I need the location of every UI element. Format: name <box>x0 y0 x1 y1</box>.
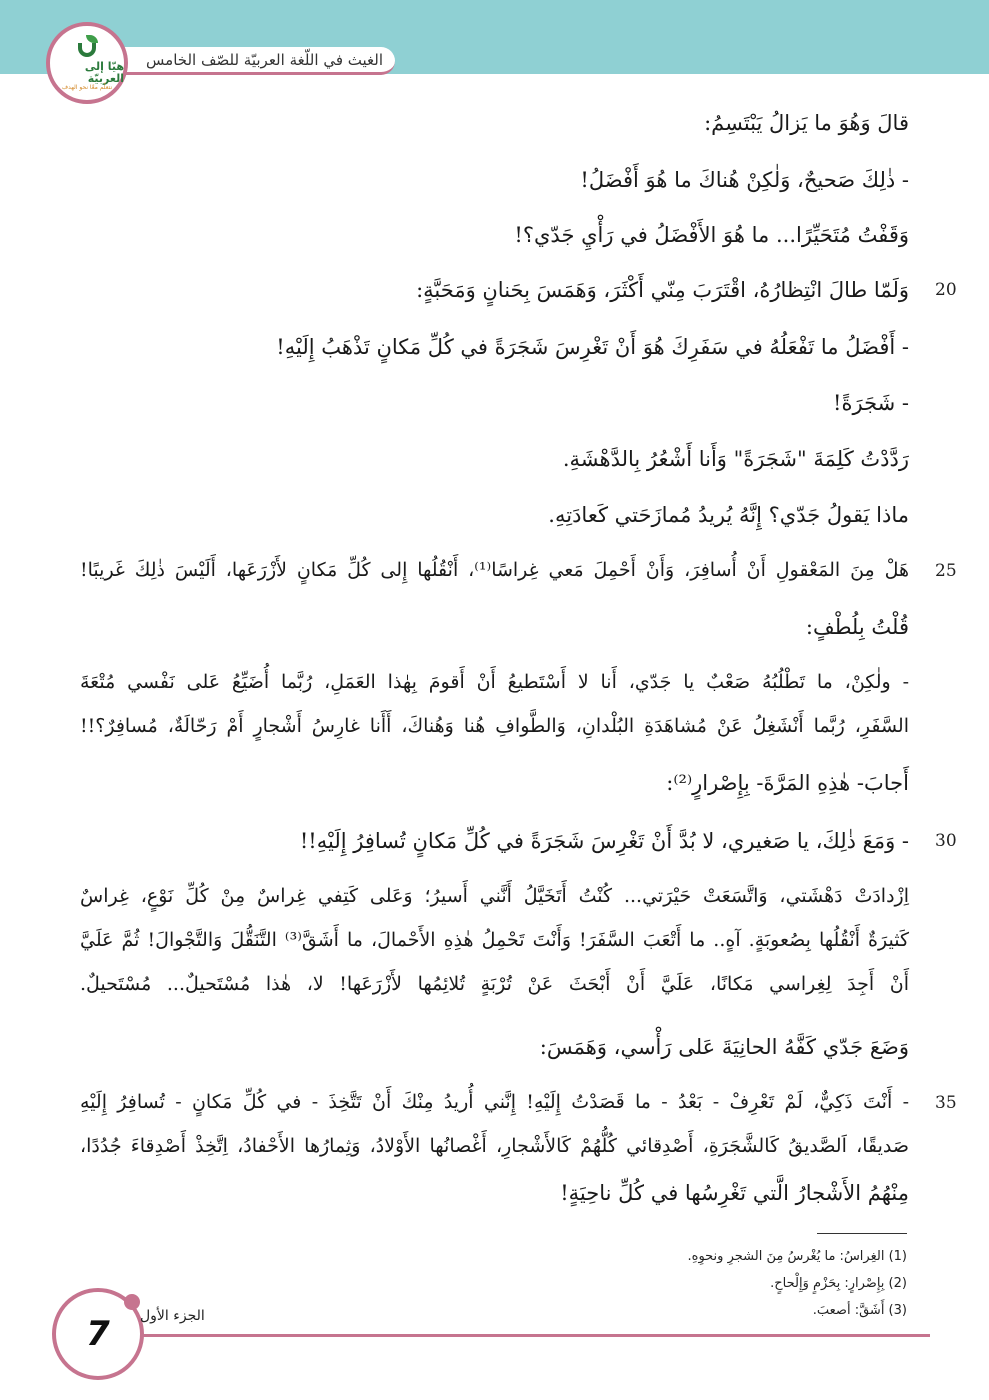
line-number: 25 <box>935 561 957 581</box>
text-line: رَدَّدْتُ كَلِمَةَ "شَجَرَةً" وَأَنا أَشْعُرُ بِالدَّهْشَةِ. <box>562 447 909 471</box>
book-title: الغيث في اللّغة العربيّة للصّف الخامس <box>146 50 383 69</box>
text-line: وَلَمّا طالَ انْتِظارُهُ، اقْتَرَبَ مِنّي أَكْثَرَ، وَهَمَسَ بِحَنانٍ وَمَحَبَّةٍ: <box>416 278 909 302</box>
text-line: هَلْ مِنَ المَعْقولِ أَنْ أُسافِرَ، وَأَنْ أَحْمِلَ مَعي غِراسًا⁽¹⁾، أَنْقُلُها إِلى كُلِّ مَكانٍ لأَزْرَعَها، أَلَيْسَ ذٰلِكَ غَريبًا! <box>80 559 909 581</box>
text-line: كَثيرَةٌ أَنْقُلُها بِصُعوبَةٍ. آهٍ.. ما أَتْعَبَ السَّفَرَ! وَأَنْتَ تَحْمِلُ هٰذِهِ الأَحْمالَ، ما أَشَقَّ⁽³⁾ التَّنَقُّلَ وَالتَّجْوالَ! ثُمَّ عَلَيَّ <box>80 929 909 951</box>
line-number: 20 <box>935 280 957 300</box>
footnote-divider <box>817 1233 907 1234</box>
text-line: مِنْهُمُ الأَشْجارُ الَّتي تَغْرِسُها في كُلِّ ناحِيَةٍ! <box>560 1181 909 1205</box>
text-line: - وَمَعَ ذٰلِكَ، يا صَغيري، لا بُدَّ أَنْ تَغْرِسَ شَجَرَةً في كُلِّ مَكانٍ تُسافِرُ إِلَيْهِ!! <box>299 829 909 853</box>
text-line: - أَفْضَلُ ما تَفْعَلُهُ في سَفَرِكَ هُوَ أَنْ تَغْرِسَ شَجَرَةً في كُلِّ مَكانٍ تَذْهَبُ إِلَيْهِ! <box>276 335 909 359</box>
part-label: الجزء الأول <box>140 1308 205 1324</box>
footer-rule <box>140 1334 930 1337</box>
text-line: صَديقًا، اَلصَّديقُ كَالشَّجَرَةِ، أَصْدِقائي كُلُّهُمْ كَالأَشْجارِ، أَغْصانُها الأَوْلادُ، وَثِمارُها الأَحْفادُ، اِتَّخِذْ أَصْدِقاءَ جُدُدًا، <box>80 1135 909 1157</box>
logo-name: هيّا إلى العربيّة <box>84 59 124 85</box>
text-line: وَقَفْتُ مُتَحَيِّرًا... ما هُوَ الأَفْضَلُ في رَأْيِ جَدّي؟! <box>514 223 909 247</box>
line-number: 30 <box>935 831 957 851</box>
decorative-dot <box>124 1294 140 1310</box>
footnote: (3) أَشَقَّ: أصعبَ. <box>812 1303 907 1318</box>
text-line: اِزْدادَتْ دَهْشَتي، وَاتَّسَعَتْ حَيْرَتي... كُنْتُ أَتَخَيَّلُ أَنَّني أَسيرُ؛ وَعَلى كَتِفي غِراسٌ مِنْ كُلِّ نَوْعٍ، غِراسٌ <box>80 885 909 907</box>
text-line: ماذا يَقولُ جَدّي؟ إِنَّهُ يُريدُ مُمازَحَتي كَعادَتِهِ. <box>548 503 909 527</box>
text-line: - ذٰلِكَ صَحيحٌ، وَلٰكِنْ هُناكَ ما هُوَ أَفْضَلُ! <box>580 168 909 192</box>
text-line: أَنْ أَجِدَ لِغِراسي مَكانًا، عَلَيَّ أَنْ أَبْحَثَ عَنْ تُرْبَةٍ تُلائِمُها لأَزْرَعَها! لا، هٰذا مُسْتَحيلٌ... مُسْتَحيلٌ. <box>80 973 909 995</box>
text-line: - شَجَرَةً! <box>833 391 909 415</box>
text-line: أَجابَ- هٰذِهِ المَرَّةَ- بِإِصْرارٍ⁽²⁾: <box>666 771 909 795</box>
footnote: (1) الغِراسُ: ما يُغْرسُ مِنَ الشجرِ ونحوِهِ. <box>687 1249 907 1264</box>
text-line: وَضَعَ جَدّي كَفَّهُ الحانِيَةَ عَلى رَأْسي، وَهَمَسَ: <box>539 1035 909 1059</box>
footnote: (2) بِإِصْرارٍ: بِحَزْمٍ وَإِلْحاحٍ. <box>770 1276 907 1291</box>
logo-tagline: نتعلّم معًا نحو الهدف <box>61 83 113 91</box>
text-line: - ولٰكِنْ، ما تَطْلُبُهُ صَعْبٌ يا جَدّي، أَنا لا أَسْتَطيعُ أَنْ أَقومَ بِهٰذا العَمَلِ، رُبَّما أُضَيِّعُ عَلى نَفْسي مُتْعَةَ <box>80 671 909 693</box>
text-line: السَّفَرِ، رُبَّما أَنْشَغِلُ عَنْ مُشاهَدَةِ البُلْدانِ، وَالطَّوافِ هُنا وَهُناكَ، أَأَنا غارِسُ أَشْجارٍ أَمْ رَحّالَةٌ، مُسافِرٌ؟!! <box>80 715 909 737</box>
text-line: قُلْتُ بِلُطْفٍ: <box>805 615 909 639</box>
text-line: - أَنْتَ ذَكِيٌّ، لَمْ تَعْرِفْ - بَعْدُ - ما قَصَدْتُ إِلَيْهِ! إِنَّني أُريدُ مِنْكَ أَنْ تَتَّخِذَ - في كُلِّ مَكانٍ - تُسافِرُ إِلَيْهِ <box>80 1091 909 1113</box>
page-number: 7 <box>86 1314 110 1354</box>
text-line: قالَ وَهُوَ ما يَزالُ يَبْتَسِمُ: <box>704 111 909 135</box>
line-number: 35 <box>935 1093 957 1113</box>
